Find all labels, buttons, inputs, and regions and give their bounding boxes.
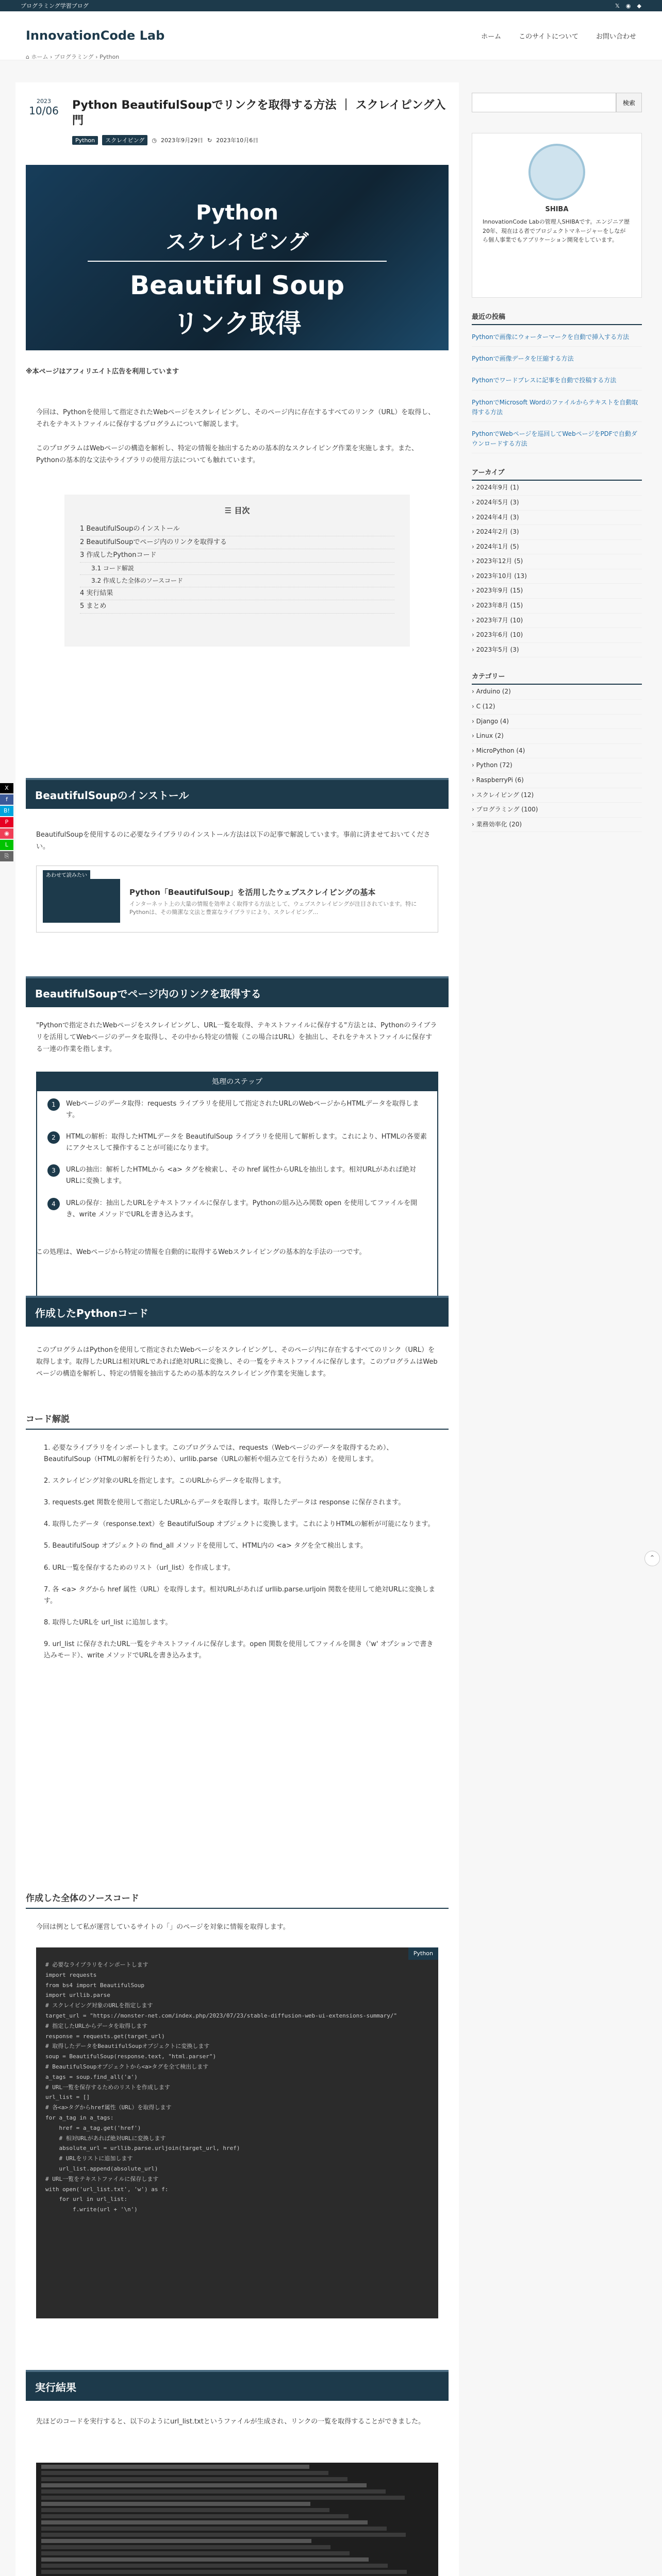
tag-python[interactable]: Python: [72, 136, 98, 145]
table-of-contents: [64, 495, 410, 647]
code-line: # 取得したデータをBeautifulSoupオブジェクトに変換します: [45, 2043, 210, 2050]
result-line: [41, 2471, 328, 2475]
code-line: # URLをリストに追加します: [45, 2155, 133, 2162]
recent-post-link[interactable]: PythonでWebページを巡回してWebページをPDFで自動ダウンロードする方法: [472, 429, 642, 453]
share-facebook-icon[interactable]: f: [0, 794, 13, 805]
share-line-icon[interactable]: L: [0, 840, 13, 850]
related-article-card[interactable]: [36, 866, 438, 933]
code-line: soup = BeautifulSoup(response.text, "html.parser"): [45, 2053, 217, 2060]
toc-title: 目次: [234, 506, 250, 515]
result-line: [41, 2557, 369, 2562]
heading-result: 実行結果: [26, 2370, 449, 2401]
step-number: 3: [47, 1164, 60, 1177]
posted-date: 2023年9月29日: [160, 137, 203, 144]
top-bar: [0, 0, 662, 11]
recent-post-link[interactable]: Pythonで画像にウォーターマークを自動で挿入する方法: [472, 332, 642, 347]
explain-list: [44, 1443, 436, 1672]
code-line: for a_tag in a_tags:: [45, 2114, 114, 2121]
result-line: [41, 2496, 405, 2500]
category-link[interactable]: › MicroPython (4): [472, 744, 642, 759]
steps-box: [36, 1072, 438, 1309]
archive-link[interactable]: › 2024年9月 (1): [472, 481, 642, 496]
updated-date: 2023年10月6日: [216, 137, 259, 144]
code-line: # URL一覧をテキストファイルに保存します: [45, 2175, 159, 2182]
recent-post-link[interactable]: Pythonで画像データを圧縮する方法: [472, 354, 642, 368]
recent-post-link[interactable]: PythonでMicrosoft Wordのファイルからテキストを自動取得する方法: [472, 398, 642, 422]
archive-list: [472, 481, 642, 657]
breadcrumb-cat[interactable]: プログラミング: [54, 54, 94, 60]
result-line: [41, 2527, 387, 2531]
result-line: [41, 2551, 350, 2555]
feedly-icon[interactable]: ◆: [637, 2, 641, 9]
archive-link[interactable]: › 2023年6月 (10): [472, 628, 642, 643]
site-tagline: プログラミング学習ブログ: [21, 3, 89, 9]
date-box: [26, 98, 62, 117]
explain-item: 6. URL一覧を保存するためのリスト（url_list）を作成します。: [44, 1564, 235, 1572]
breadcrumb-sub[interactable]: Python: [100, 54, 120, 60]
toc-item[interactable]: 3 作成したPythonコード: [80, 549, 394, 563]
result-line: [41, 2570, 407, 2574]
step-item: [37, 1157, 437, 1190]
hero-image: [26, 165, 449, 350]
profile-box: [472, 133, 642, 298]
heading-full-source: 作成した全体のソースコード: [26, 1891, 449, 1909]
code-line: from bs4 import BeautifulSoup: [45, 1981, 145, 1989]
step-text: HTMLの解析：取得したHTMLデータを BeautifulSoup ライブラリを使用して解析します。これにより、HTMLの各要素にアクセスして操作することが可能になります。: [66, 1133, 427, 1153]
code-line: url_list = []: [45, 2094, 90, 2101]
hero-line-4: リンク取得: [173, 309, 302, 338]
archive-link[interactable]: › 2023年10月 (13): [472, 569, 642, 584]
heading-install: BeautifulSoupのインストール: [26, 778, 449, 809]
result-line: [41, 2533, 406, 2537]
result-line: [41, 2465, 309, 2469]
sidebar: [472, 93, 642, 832]
step-number: 2: [47, 1131, 60, 1144]
toc-item[interactable]: 2 BeautifulSoupでページ内のリンクを取得する: [80, 536, 394, 550]
hero-line-2: スクレイピング: [166, 230, 309, 254]
heading-explain: コード解説: [26, 1412, 449, 1430]
step-item: [37, 1191, 437, 1224]
code-paragraph: このプログラムはPythonを使用して指定されたWebページをスクレイピングし、そのページ内に存在するすべてのリンク（URL）を取得します。取得したURLは相対URLであれば絶対URLに変換し、その一覧をテキストファイルに保存します。このプログラムはWebページの構造を解析し、特定の情報を抽出するための基本的なスクレイピング作業を実施します。: [36, 1346, 438, 1378]
step-item: [37, 1124, 437, 1157]
nav-contact[interactable]: お問い合わせ: [595, 32, 636, 41]
step-number: 4: [47, 1198, 60, 1210]
explain-item: 2. スクレイピング対象のURLを指定します。このURLからデータを取得します。: [44, 1477, 286, 1485]
category-list: [472, 685, 642, 832]
step-text: Webページのデータ取得：requests ライブラリを使用して指定されたURLのWebページからHTMLデータを取得します。: [66, 1100, 419, 1120]
breadcrumb: ⌂ ホーム › プログラミング › Python: [26, 54, 120, 60]
code-line: # 必要なライブラリをインポートします: [45, 1961, 148, 1968]
steps-title: 処理のステップ: [37, 1073, 437, 1091]
code-line: # スクレイピング対象のURLを指定します: [45, 2002, 153, 2009]
article-main: [15, 82, 459, 2576]
result-screenshot: [36, 2463, 438, 2576]
code-line: a_tags = soup.find_all('a'): [45, 2073, 138, 2080]
archive-link[interactable]: › 2023年8月 (15): [472, 599, 642, 614]
result-line: [41, 2502, 310, 2506]
hero-divider: [88, 261, 387, 262]
page-title: Python BeautifulSoupでリンクを取得する方法 ｜ スクレイピング入門: [72, 99, 446, 127]
get-after-paragraph: この処理は、Webページから特定の情報を自動的に取得するWebスクレイピングの基本的な手法の一つです。: [36, 1248, 366, 1256]
code-line: # BeautifulSoupオブジェクトから<a>タグを全て検出します: [45, 2063, 209, 2070]
code-line: import requests: [45, 1971, 97, 1978]
category-link[interactable]: › Django (4): [472, 715, 642, 730]
category-link[interactable]: › Arduino (2): [472, 685, 642, 700]
toc-item[interactable]: 1 BeautifulSoupのインストール: [80, 523, 394, 536]
code-line: absolute_url = urllib.parse.urljoin(target_url, href): [45, 2145, 240, 2152]
recent-posts-heading: 最近の投稿: [472, 308, 642, 325]
code-line: # 各<a>タグからhref属性（URL）を取得します: [45, 2104, 172, 2111]
explain-item: 5. BeautifulSoup オブジェクトの find_all メソッドを使用して、HTML内の <a> タグを全て検出します。: [44, 1542, 367, 1550]
explain-item: 9. url_list に保存されたURL一覧をテキストファイルに保存します。open 関数を使用してファイルを開き（'w' オプションで書き込みモード）、write メソッドでURLを書き込みます。: [44, 1640, 434, 1660]
result-paragraph: 先ほどのコードを実行すると、以下のようにurl_list.txtというファイルが生成され、リンクの一覧を取得することができました。: [36, 2418, 425, 2426]
intro-paragraph-2: このプログラムはWebページの構造を解析し、特定の情報を抽出するための基本的なスクレイピング作業を実施します。また、Pythonの基本的な文法やライブラリの使用方法についても触れています。: [36, 445, 419, 464]
result-line: [41, 2539, 311, 2543]
category-link[interactable]: › プログラミング (100): [472, 803, 642, 818]
archive-link[interactable]: › 2024年4月 (3): [472, 511, 642, 526]
clock-icon: ◷: [152, 137, 157, 144]
category-link[interactable]: › Linux (2): [472, 729, 642, 744]
recent-post-link[interactable]: Pythonでワードプレスに記事を自動で投稿する方法: [472, 376, 642, 390]
heading-get-links: BeautifulSoupでページ内のリンクを取得する: [26, 976, 449, 1007]
home-icon: ⌂: [26, 54, 31, 60]
result-line: [41, 2483, 367, 2487]
share-copy-icon[interactable]: ⎘: [0, 851, 13, 861]
result-line: [41, 2477, 347, 2481]
code-line: # 相対URLがあれば絶対URLに変換します: [45, 2134, 166, 2142]
explain-item: 8. 取得したURLを url_list に追加します。: [44, 1618, 172, 1626]
rss-icon[interactable]: ◉: [625, 2, 631, 9]
nav-about[interactable]: このサイトについて: [519, 32, 578, 41]
tag-scraping[interactable]: スクレイピング: [102, 135, 147, 145]
category-link[interactable]: › 業務効率化 (20): [472, 818, 642, 833]
code-lang-label: Python: [408, 1947, 438, 1960]
category-link[interactable]: › C (12): [472, 700, 642, 715]
code-line: # URL一覧を保存するためのリストを作成します: [45, 2083, 170, 2091]
twitter-icon[interactable]: 𝕏: [615, 2, 620, 9]
share-x-icon[interactable]: X: [0, 783, 13, 793]
post-meta: [72, 135, 258, 145]
get-paragraph: "Pythonで指定されたWebページをスクレイピングし、URL一覧を取得、テキストファイルに保存する"方法とは、Pythonのライブラリを活用してWebページのデータを取得し、その中から特定の情報（この場合はURL）を抽出し、それをテキストファイルに保存する一連の作業を指します。: [36, 1022, 437, 1053]
related-title: Python「BeautifulSoup」を活用したウェブスクレイピングの基本: [129, 888, 376, 897]
result-line: [41, 2520, 368, 2524]
explain-item: 1. 必要なライブラリをインポートします。このプログラムでは、requests（Webページのデータを取得するため）、BeautifulSoup（HTMLの解析を行うため）、urllib.parse（URLの解析や組み立てを行うため）を使用します。: [44, 1444, 393, 1464]
profile-name: SHIBA: [545, 206, 569, 213]
category-heading: カテゴリー: [472, 668, 642, 685]
result-line: [41, 2508, 329, 2512]
toc-item[interactable]: 4 実行結果: [80, 587, 394, 601]
code-line: # 指定したURLからデータを取得します: [45, 2022, 148, 2029]
code-line: response = requests.get(target_url): [45, 2032, 165, 2040]
archive-link[interactable]: › 2023年5月 (3): [472, 643, 642, 658]
related-desc: インターネット上の大量の情報を効率よく取得する方法として、ウェブスクレイピングが注目されています。特にPythonは、その簡潔な文法と豊富なライブラリにより、スクレイピング...: [129, 901, 417, 916]
search-input[interactable]: [472, 93, 616, 112]
search-form: [472, 93, 642, 112]
step-item: [37, 1091, 437, 1124]
toc-item[interactable]: 3.2 作成した全体のソースコード: [80, 575, 394, 587]
post-year: 2023: [37, 98, 51, 105]
related-thumbnail: [43, 879, 120, 923]
result-line: [41, 2514, 349, 2518]
breadcrumb-home[interactable]: ホーム: [31, 54, 48, 60]
share-pocket-icon[interactable]: ◉: [0, 828, 13, 839]
code-line: url_list.append(absolute_url): [45, 2165, 158, 2172]
hero-line-3: Beautiful Soup: [129, 270, 345, 300]
share-hatena-icon[interactable]: B!: [0, 806, 13, 816]
affiliate-notice: ※本ページはアフィリエイト広告を利用しています: [26, 368, 179, 376]
step-number: 1: [47, 1098, 60, 1111]
search-button[interactable]: 検索: [616, 93, 642, 112]
heading-code: 作成したPythonコード: [26, 1296, 449, 1327]
global-nav: [481, 31, 636, 41]
result-line: [41, 2489, 386, 2494]
result-line: [41, 2564, 388, 2568]
archive-link[interactable]: › 2023年12月 (5): [472, 554, 642, 569]
code-line: f.write(url + '\n'): [45, 2206, 138, 2213]
code-line: import urllib.parse: [45, 1992, 110, 1999]
archive-link[interactable]: › 2023年9月 (15): [472, 584, 642, 599]
archive-link[interactable]: › 2024年1月 (5): [472, 540, 642, 555]
explain-item: 7. 各 <a> タグから href 属性（URL）を取得します。相対URLがあれば urllib.parse.urljoin 関数を使用して絶対URLに変換します。: [44, 1585, 436, 1605]
archive-link[interactable]: › 2024年5月 (3): [472, 496, 642, 511]
toc-item[interactable]: 3.1 コード解説: [80, 563, 394, 575]
code-lines: [45, 1960, 429, 2215]
code-line: href = a_tag.get('href'): [45, 2124, 141, 2131]
code-line: for url in url_list:: [45, 2196, 127, 2203]
refresh-icon: ↻: [207, 137, 212, 144]
explain-item: 3. requests.get 関数を使用して指定したURLからデータを取得します。取得したデータは response に保存されます。: [44, 1499, 405, 1507]
category-link[interactable]: › Python (72): [472, 758, 642, 773]
intro-paragraph-1: 今回は、Pythonを使用して指定されたWebページをスクレイピングし、そのページ内に存在するすべてのリンク（URL）を取得し、それをテキストファイルに保存するプログラムについて解説します。: [36, 409, 435, 428]
avatar: [528, 144, 585, 200]
list-icon: ☰: [224, 506, 235, 515]
archive-link[interactable]: › 2024年2月 (3): [472, 525, 642, 540]
result-line: [41, 2545, 330, 2549]
code-line: target_url = "https://monster-net.com/index.php/2023/07/23/stable-diffusion-web-ui-extensions-summary/": [45, 2012, 398, 2019]
archive-heading: アーカイブ: [472, 464, 642, 481]
profile-desc: InnovationCode Labの管理人SHIBAです。エンジニア歴20年、現在はる者でプロジェクトマネージャーをしながら個人事業でもアプリケーション開発をしています。: [483, 218, 630, 244]
explain-item: 4. 取得したデータ（response.text）を BeautifulSoup オブジェクトに変換します。これによりHTMLの解析が可能になります。: [44, 1520, 435, 1529]
back-to-top-button[interactable]: ⌃: [644, 1551, 660, 1566]
related-badge: あわせて読みたい: [43, 870, 90, 879]
site-logo[interactable]: InnovationCode Lab: [26, 28, 165, 43]
hero-line-1: Python: [196, 201, 278, 225]
step-text: URLの保存：抽出したURLをテキストファイルに保存します。Pythonの組み込み関数 open を使用してファイルを開き、write メソッドでURLを書き込みます。: [66, 1199, 418, 1218]
step-text: URLの抽出：解析したHTMLから <a> タグを検索し、その href 属性からURLを抽出します。相対URLがあれば絶対URLに変換します。: [66, 1166, 416, 1185]
category-link[interactable]: › RaspberryPi (6): [472, 773, 642, 788]
toc-item[interactable]: 5 まとめ: [80, 600, 394, 614]
code-block[interactable]: [36, 1947, 438, 2318]
code-line: with open('url_list.txt', 'w') as f:: [45, 2185, 169, 2193]
nav-home[interactable]: ホーム: [481, 32, 502, 41]
post-date: 10/06: [29, 105, 59, 117]
full-paragraph: 今回は例として私が運営しているサイトの「」のページを対象に情報を取得します。: [36, 1923, 290, 1931]
share-pinterest-icon[interactable]: P: [0, 817, 13, 827]
category-link[interactable]: › スクレイピング (12): [472, 788, 642, 803]
install-paragraph: BeautifulSoupを使用するのに必要なライブラリのインストール方法は以下の記事で解説しています。事前に済ませておいてください。: [36, 831, 431, 851]
archive-link[interactable]: › 2023年7月 (10): [472, 614, 642, 629]
